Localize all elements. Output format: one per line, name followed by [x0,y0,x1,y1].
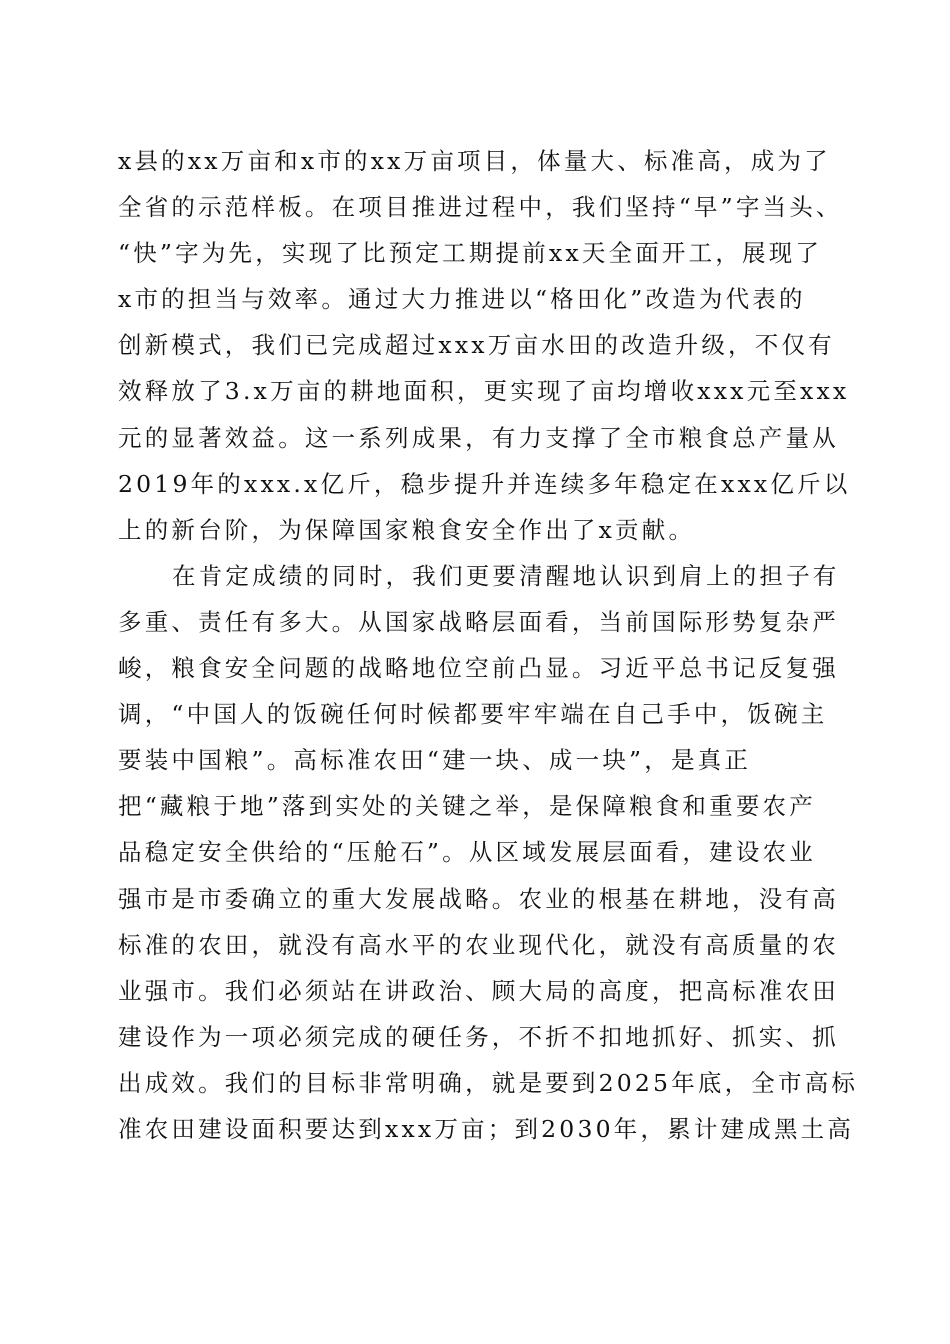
text-line: 调，“中国人的饭碗任何时候都要牢牢端在自己手中，饭碗主 [118,700,828,729]
text-line-indented: 在肯定成绩的同时，我们更要清醒地认识到肩上的担子有 [172,561,840,590]
text-line: “快”字为先，实现了比预定工期提前xx天全面开工，展现了 [118,239,823,268]
paragraph-2 [118,553,859,1152]
text-line: x县的xx万亩和x市的xx万亩项目，体量大、标准高，成为了 [118,147,831,175]
text-line: 出成效。我们的目标非常明确，就是要到2025年底，全市高标 [118,1068,859,1097]
text-line: 峻，粮食安全问题的战略地位空前凸显。习近平总书记反复强 [118,654,839,683]
text-line: 效释放了3.x万亩的耕地面积，更实现了亩均增收xxx元至xxx [118,377,850,406]
text-line: 业强市。我们必须站在讲政治、顾大局的高度，把高标准农田 [118,976,839,1005]
text-line: 标准的农田，就没有高水平的农业现代化，就没有高质量的农 [118,930,839,959]
document-body [118,138,859,1152]
text-line: 建设作为一项必须完成的硬任务，不折不扣地抓好、抓实、抓 [118,1022,839,1051]
text-line: 上的新台阶，为保障国家粮食安全作出了x贡献。 [118,515,696,544]
paragraph-1 [118,138,851,553]
text-line: 多重、责任有多大。从国家战略层面看，当前国际形势复杂严 [118,607,839,636]
text-line: 元的显著效益。这一系列成果，有力支撑了全市粮食总产量从 [118,423,839,452]
text-line: 准农田建设面积要达到xxx万亩；到2030年，累计建成黑土高 [118,1114,855,1143]
text-line: 要装中国粮”。高标准农田“建一块、成一块”，是真正 [118,746,752,775]
text-line: 创新模式，我们已完成超过xxx万亩水田的改造升级，不仅有 [118,331,835,360]
text-line: 2019年的xxx.x亿斤，稳步提升并连续多年稳定在xxx亿斤以 [118,469,851,498]
text-line: x市的担当与效率。通过大力推进以“格田化”改造为代表的 [118,285,806,314]
text-line: 把“藏粮于地”落到实处的关键之举，是保障粮食和重要农产 [118,792,816,821]
text-line: 全省的示范样板。在项目推进过程中，我们坚持“早”字当头、 [118,193,843,222]
text-line: 强市是市委确立的重大发展战略。农业的根基在耕地，没有高 [118,884,839,913]
text-line: 品稳定安全供给的“压舱石”。从区域发展层面看，建设农业 [118,838,816,867]
